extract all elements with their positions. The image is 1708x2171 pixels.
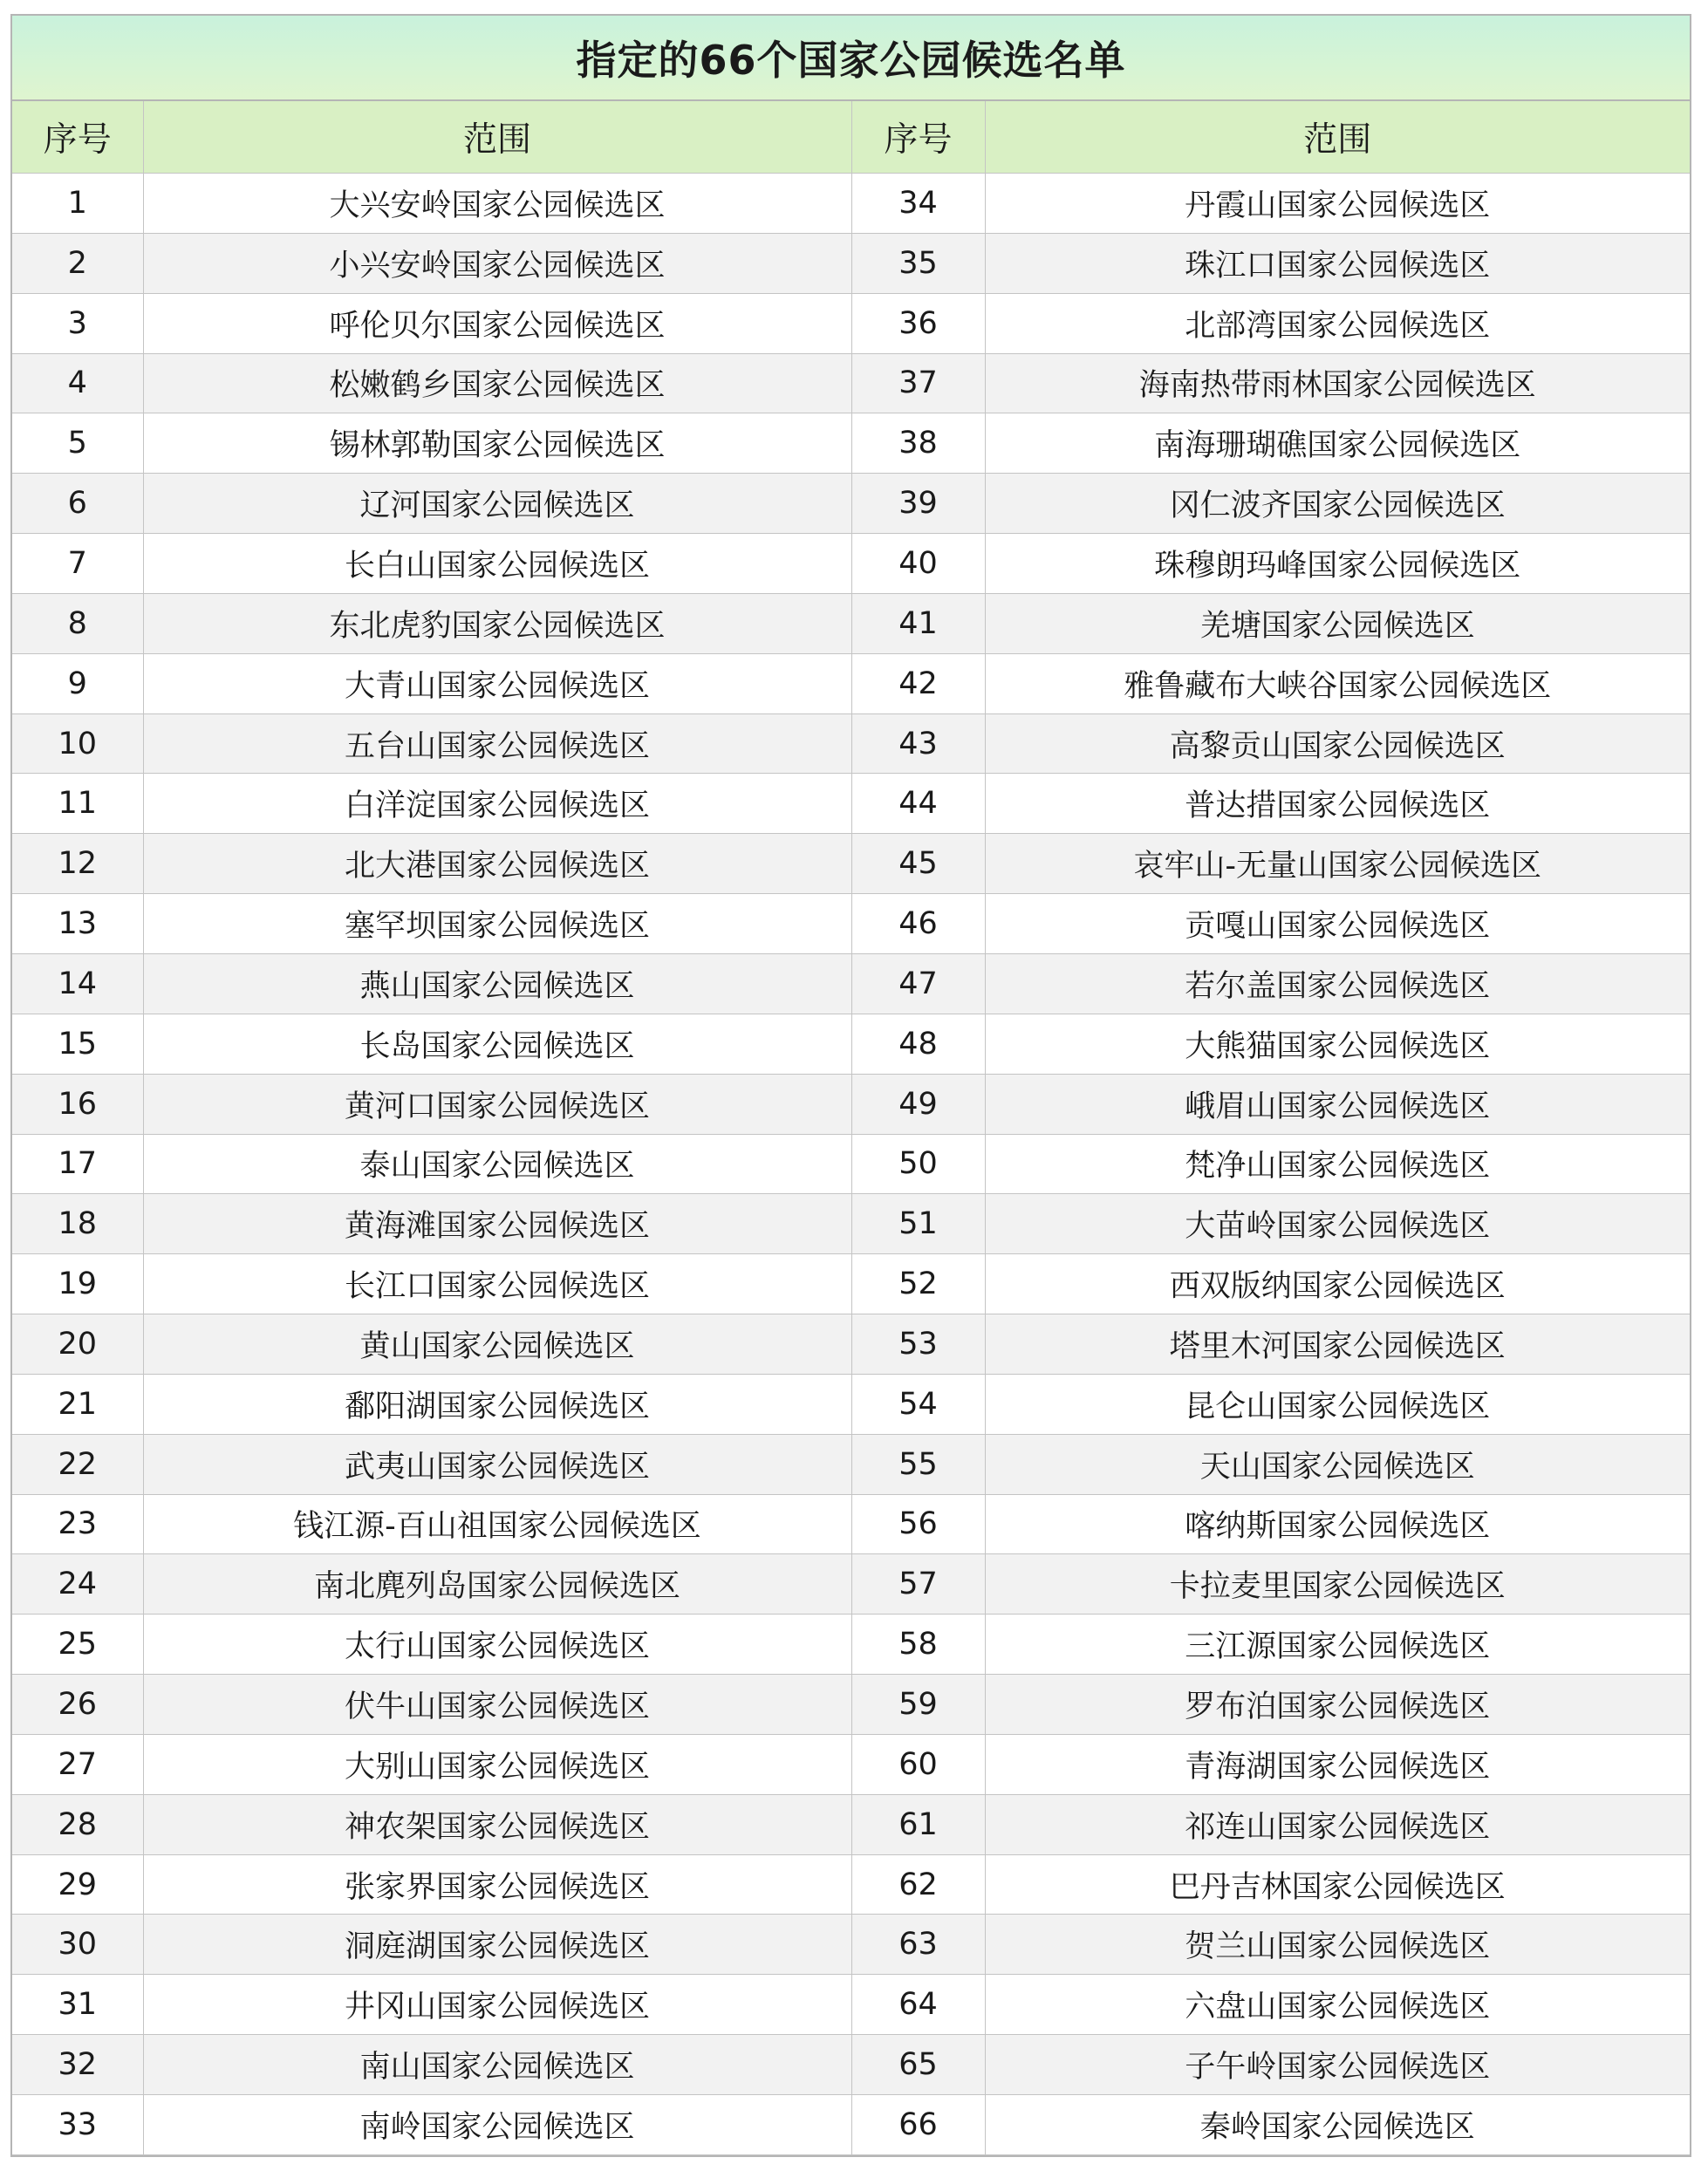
cell-serial-left: 26 [12, 1675, 143, 1735]
cell-serial-right: 39 [851, 474, 985, 534]
cell-serial-left: 24 [12, 1554, 143, 1615]
cell-serial-right: 48 [851, 1014, 985, 1074]
cell-scope-left: 南北麂列岛国家公园候选区 [143, 1554, 851, 1615]
cell-scope-left: 大兴安岭国家公园候选区 [143, 174, 851, 234]
cell-serial-right: 64 [851, 1975, 985, 2035]
cell-serial-left: 9 [12, 653, 143, 713]
cell-scope-right: 昆仑山国家公园候选区 [985, 1374, 1690, 1434]
cell-serial-left: 17 [12, 1134, 143, 1194]
cell-serial-left: 7 [12, 534, 143, 594]
table-row [12, 534, 1690, 594]
cell-scope-left: 大青山国家公园候选区 [143, 653, 851, 713]
cell-scope-right: 大熊猫国家公园候选区 [985, 1014, 1690, 1074]
candidate-list-table-container [10, 14, 1691, 2157]
cell-serial-right: 58 [851, 1615, 985, 1675]
cell-scope-left: 黄河口国家公园候选区 [143, 1074, 851, 1134]
cell-scope-left: 鄱阳湖国家公园候选区 [143, 1374, 851, 1434]
cell-scope-right: 若尔盖国家公园候选区 [985, 953, 1690, 1014]
cell-serial-right: 56 [851, 1494, 985, 1554]
cell-serial-left: 27 [12, 1734, 143, 1794]
cell-serial-left: 21 [12, 1374, 143, 1434]
cell-scope-left: 伏牛山国家公园候选区 [143, 1675, 851, 1735]
cell-serial-right: 63 [851, 1915, 985, 1975]
cell-scope-right: 秦岭国家公园候选区 [985, 2095, 1690, 2155]
table-row [12, 1975, 1690, 2035]
cell-scope-right: 巴丹吉林国家公园候选区 [985, 1854, 1690, 1915]
cell-serial-left: 29 [12, 1854, 143, 1915]
header-scope-left: 范围 [143, 101, 851, 174]
cell-scope-left: 神农架国家公园候选区 [143, 1794, 851, 1854]
cell-scope-left: 北大港国家公园候选区 [143, 834, 851, 894]
cell-serial-left: 5 [12, 413, 143, 474]
candidate-table [12, 101, 1690, 2155]
cell-scope-left: 辽河国家公园候选区 [143, 474, 851, 534]
header-scope-right: 范围 [985, 101, 1690, 174]
cell-scope-right: 塔里木河国家公园候选区 [985, 1314, 1690, 1375]
cell-scope-right: 雅鲁藏布大峡谷国家公园候选区 [985, 653, 1690, 713]
cell-serial-right: 51 [851, 1194, 985, 1254]
cell-serial-right: 60 [851, 1734, 985, 1794]
cell-serial-left: 16 [12, 1074, 143, 1134]
table-row [12, 953, 1690, 1014]
cell-scope-left: 塞罕坝国家公园候选区 [143, 894, 851, 954]
cell-serial-right: 45 [851, 834, 985, 894]
cell-serial-left: 19 [12, 1254, 143, 1314]
cell-scope-right: 海南热带雨林国家公园候选区 [985, 353, 1690, 413]
cell-serial-right: 65 [851, 2035, 985, 2095]
cell-serial-right: 46 [851, 894, 985, 954]
cell-serial-left: 28 [12, 1794, 143, 1854]
cell-serial-right: 53 [851, 1314, 985, 1375]
cell-scope-left: 白洋淀国家公园候选区 [143, 774, 851, 834]
cell-serial-left: 10 [12, 713, 143, 774]
cell-scope-right: 峨眉山国家公园候选区 [985, 1074, 1690, 1134]
cell-serial-left: 3 [12, 293, 143, 353]
cell-serial-right: 55 [851, 1434, 985, 1494]
table-row [12, 1314, 1690, 1375]
table-row [12, 1554, 1690, 1615]
cell-serial-right: 57 [851, 1554, 985, 1615]
cell-serial-right: 50 [851, 1134, 985, 1194]
table-row [12, 2035, 1690, 2095]
cell-scope-left: 长江口国家公园候选区 [143, 1254, 851, 1314]
cell-scope-right: 贺兰山国家公园候选区 [985, 1915, 1690, 1975]
cell-scope-right: 普达措国家公园候选区 [985, 774, 1690, 834]
cell-scope-right: 珠江口国家公园候选区 [985, 233, 1690, 293]
table-row [12, 2095, 1690, 2155]
header-serial-left: 序号 [12, 101, 143, 174]
table-row [12, 894, 1690, 954]
table-row [12, 1494, 1690, 1554]
cell-scope-right: 梵净山国家公园候选区 [985, 1134, 1690, 1194]
table-row [12, 353, 1690, 413]
cell-scope-left: 锡林郭勒国家公园候选区 [143, 413, 851, 474]
table-row [12, 1615, 1690, 1675]
cell-scope-left: 南山国家公园候选区 [143, 2035, 851, 2095]
cell-scope-right: 三江源国家公园候选区 [985, 1615, 1690, 1675]
table-row [12, 1194, 1690, 1254]
cell-serial-left: 13 [12, 894, 143, 954]
cell-scope-left: 武夷山国家公园候选区 [143, 1434, 851, 1494]
cell-scope-right: 大苗岭国家公园候选区 [985, 1194, 1690, 1254]
cell-serial-right: 36 [851, 293, 985, 353]
cell-serial-right: 35 [851, 233, 985, 293]
cell-serial-left: 22 [12, 1434, 143, 1494]
cell-serial-left: 4 [12, 353, 143, 413]
table-row [12, 233, 1690, 293]
cell-scope-right: 青海湖国家公园候选区 [985, 1734, 1690, 1794]
cell-serial-left: 18 [12, 1194, 143, 1254]
table-row [12, 1794, 1690, 1854]
table-row [12, 593, 1690, 653]
cell-serial-right: 43 [851, 713, 985, 774]
cell-serial-left: 23 [12, 1494, 143, 1554]
cell-scope-right: 哀牢山-无量山国家公园候选区 [985, 834, 1690, 894]
cell-serial-left: 32 [12, 2035, 143, 2095]
cell-serial-left: 25 [12, 1615, 143, 1675]
cell-serial-left: 6 [12, 474, 143, 534]
table-row [12, 413, 1690, 474]
cell-serial-left: 31 [12, 1975, 143, 2035]
table-row [12, 1254, 1690, 1314]
cell-scope-left: 小兴安岭国家公园候选区 [143, 233, 851, 293]
cell-scope-right: 贡嘎山国家公园候选区 [985, 894, 1690, 954]
table-row [12, 1434, 1690, 1494]
cell-serial-left: 8 [12, 593, 143, 653]
table-row [12, 474, 1690, 534]
cell-serial-left: 2 [12, 233, 143, 293]
table-row [12, 1074, 1690, 1134]
cell-scope-left: 呼伦贝尔国家公园候选区 [143, 293, 851, 353]
table-row [12, 1915, 1690, 1975]
cell-serial-right: 44 [851, 774, 985, 834]
cell-serial-right: 37 [851, 353, 985, 413]
cell-scope-right: 喀纳斯国家公园候选区 [985, 1494, 1690, 1554]
table-row [12, 1374, 1690, 1434]
cell-scope-right: 卡拉麦里国家公园候选区 [985, 1554, 1690, 1615]
cell-serial-right: 38 [851, 413, 985, 474]
table-row [12, 293, 1690, 353]
cell-scope-left: 大别山国家公园候选区 [143, 1734, 851, 1794]
cell-scope-right: 子午岭国家公园候选区 [985, 2035, 1690, 2095]
cell-serial-left: 20 [12, 1314, 143, 1375]
cell-serial-right: 61 [851, 1794, 985, 1854]
cell-scope-left: 松嫩鹤乡国家公园候选区 [143, 353, 851, 413]
table-row [12, 1854, 1690, 1915]
cell-serial-right: 62 [851, 1854, 985, 1915]
cell-serial-right: 42 [851, 653, 985, 713]
cell-serial-right: 47 [851, 953, 985, 1014]
cell-serial-left: 11 [12, 774, 143, 834]
table-row [12, 1675, 1690, 1735]
cell-scope-left: 长岛国家公园候选区 [143, 1014, 851, 1074]
cell-scope-right: 珠穆朗玛峰国家公园候选区 [985, 534, 1690, 594]
cell-serial-left: 30 [12, 1915, 143, 1975]
cell-serial-right: 59 [851, 1675, 985, 1735]
cell-serial-right: 41 [851, 593, 985, 653]
cell-scope-right: 丹霞山国家公园候选区 [985, 174, 1690, 234]
cell-scope-right: 高黎贡山国家公园候选区 [985, 713, 1690, 774]
cell-scope-left: 燕山国家公园候选区 [143, 953, 851, 1014]
cell-scope-right: 羌塘国家公园候选区 [985, 593, 1690, 653]
cell-scope-right: 北部湾国家公园候选区 [985, 293, 1690, 353]
table-body [12, 174, 1690, 2155]
cell-serial-right: 54 [851, 1374, 985, 1434]
cell-scope-left: 泰山国家公园候选区 [143, 1134, 851, 1194]
header-row [12, 101, 1690, 174]
cell-serial-right: 34 [851, 174, 985, 234]
table-row [12, 774, 1690, 834]
cell-serial-right: 40 [851, 534, 985, 594]
cell-scope-right: 西双版纳国家公园候选区 [985, 1254, 1690, 1314]
cell-scope-left: 长白山国家公园候选区 [143, 534, 851, 594]
cell-serial-left: 14 [12, 953, 143, 1014]
cell-serial-right: 66 [851, 2095, 985, 2155]
cell-serial-right: 52 [851, 1254, 985, 1314]
table-row [12, 834, 1690, 894]
cell-scope-left: 钱江源-百山祖国家公园候选区 [143, 1494, 851, 1554]
table-title: 指定的66个国家公园候选名单 [12, 16, 1690, 101]
cell-scope-left: 张家界国家公园候选区 [143, 1854, 851, 1915]
cell-scope-right: 六盘山国家公园候选区 [985, 1975, 1690, 2035]
table-row [12, 713, 1690, 774]
cell-scope-left: 洞庭湖国家公园候选区 [143, 1915, 851, 1975]
cell-scope-left: 黄海滩国家公园候选区 [143, 1194, 851, 1254]
cell-scope-left: 黄山国家公园候选区 [143, 1314, 851, 1375]
table-row [12, 1734, 1690, 1794]
table-row [12, 1134, 1690, 1194]
cell-scope-right: 祁连山国家公园候选区 [985, 1794, 1690, 1854]
cell-scope-right: 天山国家公园候选区 [985, 1434, 1690, 1494]
cell-scope-left: 五台山国家公园候选区 [143, 713, 851, 774]
cell-scope-right: 冈仁波齐国家公园候选区 [985, 474, 1690, 534]
cell-serial-left: 1 [12, 174, 143, 234]
cell-scope-left: 东北虎豹国家公园候选区 [143, 593, 851, 653]
table-row [12, 1014, 1690, 1074]
cell-scope-right: 南海珊瑚礁国家公园候选区 [985, 413, 1690, 474]
cell-serial-right: 49 [851, 1074, 985, 1134]
cell-scope-left: 太行山国家公园候选区 [143, 1615, 851, 1675]
cell-scope-left: 南岭国家公园候选区 [143, 2095, 851, 2155]
cell-serial-left: 15 [12, 1014, 143, 1074]
cell-serial-left: 33 [12, 2095, 143, 2155]
cell-serial-left: 12 [12, 834, 143, 894]
header-serial-right: 序号 [851, 101, 985, 174]
table-row [12, 653, 1690, 713]
table-row [12, 174, 1690, 234]
cell-scope-left: 井冈山国家公园候选区 [143, 1975, 851, 2035]
cell-scope-right: 罗布泊国家公园候选区 [985, 1675, 1690, 1735]
